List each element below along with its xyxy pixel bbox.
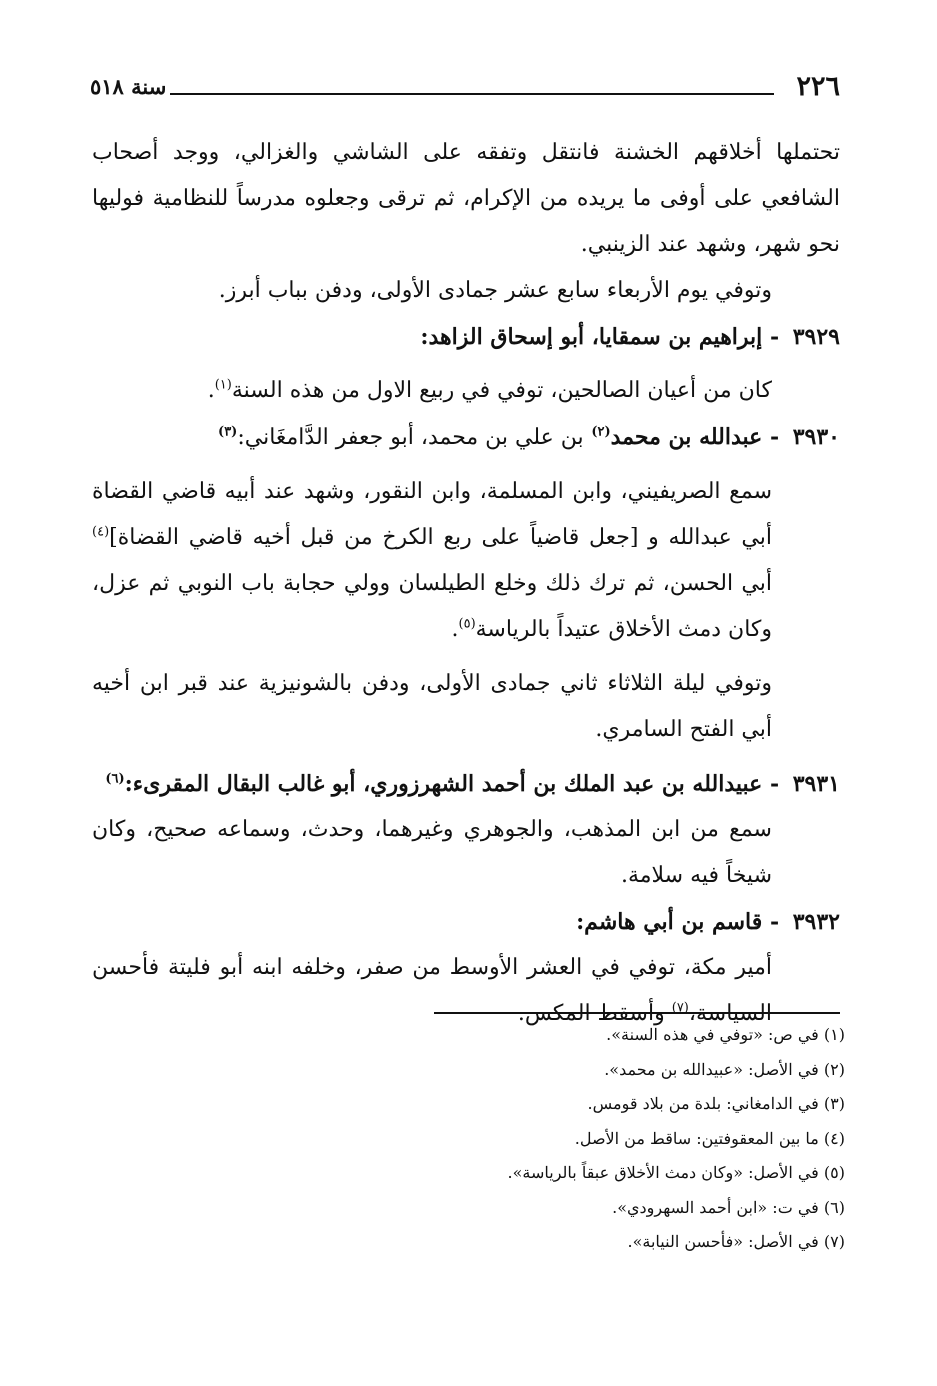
entry-heading: ٣٩٣٢ - قاسم بن أبي هاشم: [576,909,840,935]
entry-heading: ٣٩٣٠ - عبدالله بن محمد$^{(٢)}$ بن علي بن محمد، أبو جعفر الدَّامغَاني:$^{(٣)}$ [218,424,840,450]
footnote-separator [434,1012,840,1014]
footnote: (٤) ما بين المعقوفتين: ساقط من الأصل. [574,1128,845,1148]
footnote: (٦) في ت: «ابن أحمد السهرودي». [612,1197,845,1217]
footnotes [425,1018,845,1260]
page-number: ٢٢٦ [796,71,840,102]
footnote: (٥) في الأصل: «وكان دمث الأخلاق عبقاً بالرياسة». [507,1163,845,1182]
footnote-ref[interactable]: (٤) [92,524,110,540]
entry-title-rest: بن علي بن محمد، أبو جعفر الدَّامغَاني: [237,425,584,450]
entry-text-content: وأسقط المكس. [517,1001,665,1026]
entry-text: وتوفي ليلة الثلاثاء ثاني جمادى الأولى، ودفن بالشونيزية عند قبر ابن أخيه أبي الفتح السامري. [92,671,772,742]
footnote-ref[interactable]: (٢) [591,424,611,440]
footnote: (٢) في الأصل: «عبيدالله بن محمد». [604,1059,845,1079]
entry-number: ٣٩٢٩ [792,324,840,350]
entry-text-content: أبي الحسن، ثم ترك ذلك وخلع الطيلسان وولي حجابة باب النوبي ثم عزل، وكان دمث الأخلاق عتيداً بالرياسة [92,571,772,642]
footnote: (٣) في الدامغاني: بلدة من بلاد قومس. [587,1094,845,1113]
entry-title: إبراهيم بن سمقايا، أبو إسحاق الزاهد: [420,324,763,350]
footnote-ref[interactable]: (٥) [458,616,476,632]
page-header [90,70,840,110]
punct: . [451,617,459,642]
entry-title: عبيدالله بن عبد الملك بن أحمد الشهرزوري، أبو غالب البقال المقرىء: [124,771,763,797]
entry-title: عبدالله بن محمد [610,424,763,450]
running-title-year: سنة ٥١٨ [90,74,167,99]
header-rule [170,93,774,95]
entry-text-content: سمع الصريفيني، وابن المسلمة، وابن النقور، وشهد عند أبيه قاضي القضاة أبي عبدالله و [جعل قاضياً على ربع الكرخ من قبل أخيه قاضي القضاة] [92,479,772,550]
entry-heading: ٣٩٣١ - عبيدالله بن عبد الملك بن أحمد الشهرزوري، أبو غالب البقال المقرىء:$^{(٦)}$ [105,771,840,797]
entry-text [92,368,840,414]
entry-number: ٣٩٣١ [792,771,840,797]
footnote: (١) في ص: «توفي في هذه السنة». [606,1025,845,1044]
entry-number: ٣٩٣٠ [792,424,840,450]
paragraph: تحتملها أخلاقهم الخشنة فانتقل وتفقه على الشاشي والغزالي، ووجد أصحاب الشافعي على أوفى ما يريده من الإكرام، ثم ترقى وجعلوه مدرساً للنظامية فوليها نحو شهر، وشهد عند الزينبي. [92,140,840,257]
entry-text-content: أمير مكة، توفي في العشر الأوسط من صفر، وخلفه ابنه أبو فليتة فأحسن السياسة، [92,955,772,1026]
entry-number: ٣٩٣٢ [792,909,840,935]
footnote-ref[interactable]: (٣) [218,424,238,440]
footnote-ref[interactable]: (١) [214,377,232,393]
main-text [92,130,840,1037]
entry-title: قاسم بن أبي هاشم: [576,909,763,935]
entry-heading: ٣٩٢٩ - إبراهيم بن سمقايا، أبو إسحاق الزاهد: [420,324,840,350]
entry-text-content: كان من أعيان الصالحين، توفي في ربيع الاول من هذه السنة [231,378,772,403]
footnote-ref[interactable]: (٧) [671,1000,689,1016]
entry-text [92,469,840,653]
punct: . [207,378,215,403]
entry-text: سمع من ابن المذهب، والجوهري وغيرهما، وحدث، وسماعه صحيح، وكان شيخاً فيه سلامة. [92,817,772,888]
paragraph: وتوفي يوم الأربعاء سابع عشر جمادى الأولى، ودفن بباب أبرز. [218,278,772,303]
footnote-ref[interactable]: (٦) [105,771,125,787]
footnote: (٧) في الأصل: «فأحسن النيابة». [627,1232,845,1251]
